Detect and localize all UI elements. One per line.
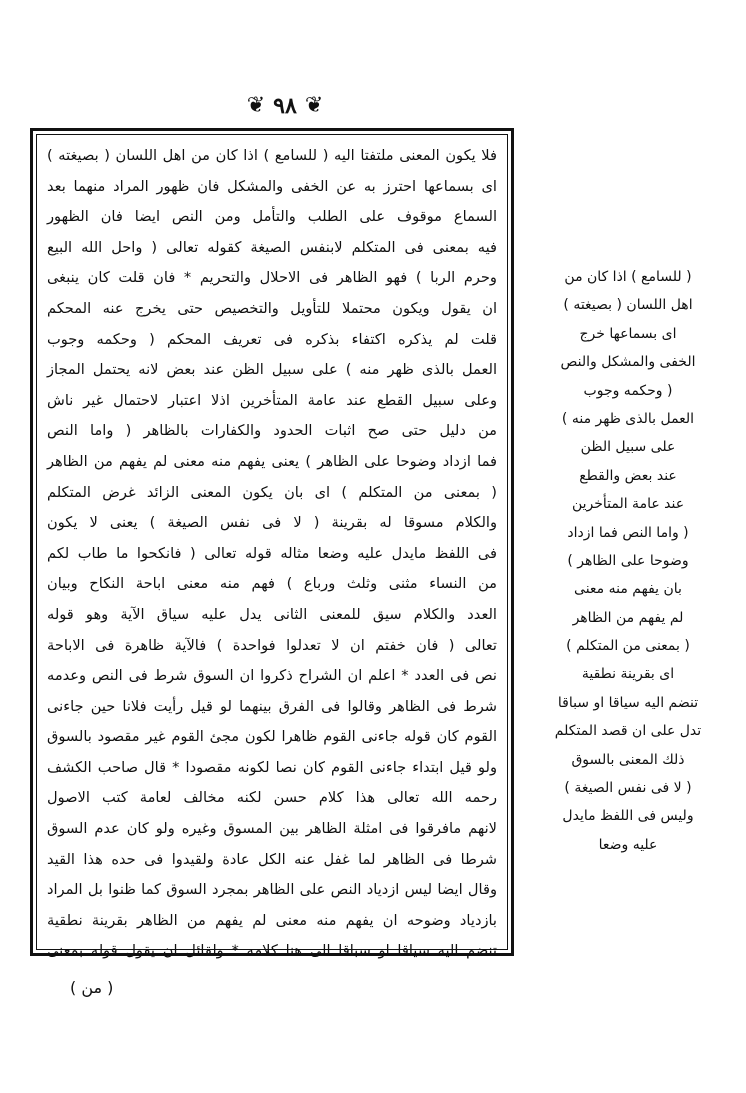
catchword: ( من ) bbox=[70, 978, 114, 997]
main-text-line: شرط فى الظاهر وقالوا فى الفرق بينهما لو قيل رأيت فلانا حين جاءنى bbox=[47, 697, 497, 715]
main-text-line: ولو قيل ابتداء جاءنى القوم كان نصا لكونه مقصودا * قال صاحب الكشف bbox=[47, 758, 497, 776]
main-text-line: والكلام مسوقا له بقرينة ( لا فى نفس الصيغة ) يعنى لا يكون bbox=[47, 514, 497, 532]
main-text-line: لانهم مافرقوا فى امثلة الظاهر بين المسوق وغيره ولو كان عدم السوق bbox=[47, 820, 497, 838]
margin-text-line: العمل بالذى ظهر منه ) bbox=[561, 410, 695, 427]
margin-text-line: لم يفهم من الظاهر bbox=[572, 609, 684, 626]
main-text-line: تنضم اليه سياقا او سباقا الى هنا كلامه * ولقائل ان يقول قوله بمعنى bbox=[47, 942, 497, 960]
main-text-line: شرطا فى الظاهر لما غفل عنه الكل عادة ولقيدوا فى حده هذا القيد bbox=[47, 850, 497, 868]
main-text-line: نص فى العدد * اعلم ان الشراح ذكروا ان السوق شرط فى النص وعدمه bbox=[47, 667, 497, 685]
main-text-line: فى اللفظ مايدل عليه وضعا مثاله قوله تعالى ( فانكحوا ما طاب لكم bbox=[47, 544, 497, 562]
main-text-line: فيه بمعنى فى المتكلم لابنفس الصيغة كقوله تعالى ( واحل الله البيع bbox=[47, 238, 497, 256]
page-number: ٩٨ bbox=[273, 93, 297, 119]
main-text-line: وعلى سبيل القطع عند عامة المتأخرين اذلا اعتبار لاحتمال غير ناش bbox=[47, 391, 497, 409]
page-header bbox=[220, 90, 350, 122]
main-text-line: وقال ايضا ليس ازدياد النص على الظاهر بمجرد السوق كما ظنوا بل المراد bbox=[47, 881, 497, 899]
main-text-line: السماع موقوف على الطلب والتأمل ومن النص ايضا فان الظهور bbox=[47, 208, 497, 226]
main-text-frame bbox=[30, 128, 514, 960]
margin-text-line: بان يفهم منه معنى bbox=[574, 581, 682, 598]
margin-text-line: تدل على ان قصد المتكلم bbox=[554, 723, 702, 740]
main-text-line: فما ازداد وضوحا على الظاهر ) يعنى يفهم منه معنى لم يفهم من الظاهر bbox=[47, 452, 497, 470]
main-text-line: فلا يكون المعنى ملتفتا اليه ( للسامع ) اذا كان من اهل اللسان ( بصيغته ) bbox=[47, 147, 497, 164]
margin-text-line: ( لا فى نفس الصيغة ) bbox=[564, 780, 692, 797]
ornament-right-icon: ❦ bbox=[304, 93, 324, 118]
margin-text-line: ذلك المعنى بالسوق bbox=[571, 751, 685, 768]
margin-text-line: ( للسامع ) اذا كان من bbox=[564, 269, 692, 285]
margin-text-line: عليه وضعا bbox=[598, 836, 658, 853]
main-text-line: وحرم الربا ) فهو الظاهر فى الاحلال والتحريم * فان قلت كان ينبغى bbox=[47, 269, 497, 287]
main-text-line: ( بمعنى من المتكلم ) اى بان يكون المعنى الزائد غرض المتكلم bbox=[47, 483, 497, 501]
margin-text-line: عند بعض والقطع bbox=[579, 467, 677, 484]
main-text-line: اى بسماعها احترز به عن الخفى والمشكل فان ظهور المراد منهما بعد bbox=[47, 177, 497, 195]
main-text-line: قلت لم يذكره اكتفاء بذكره فى تعريف المحكم ( وحكمه وجوب bbox=[47, 330, 497, 348]
margin-text-line: ( وحكمه وجوب bbox=[583, 382, 673, 399]
margin-text-line: عند عامة المتأخرين bbox=[571, 496, 685, 513]
margin-text-line: على سبيل الظن bbox=[580, 439, 676, 456]
margin-text-line: وضوحا على الظاهر ) bbox=[567, 552, 689, 569]
ornament-left-icon: ❦ bbox=[246, 93, 266, 118]
margin-text-line: ( بمعنى من المتكلم ) bbox=[566, 638, 690, 655]
margin-text-line: وليس فى اللفظ مايدل bbox=[562, 808, 694, 825]
main-text-line: من دليل حتى صح اثبات الحدود والكفارات بالظاهر ( واما النص bbox=[47, 422, 497, 440]
main-text-line: من النساء مثنى وثلث ورباع ) فهم منه معنى اباحة النكاح وبيان bbox=[47, 575, 497, 593]
margin-text-line: الخفى والمشكل والنص bbox=[560, 354, 696, 371]
main-text-line: ان يقول ويكون محتملا للتأويل والتخصيص حتى يخرج عنه المحكم bbox=[47, 299, 497, 317]
main-text-line: بازدياد وضوحه ان يفهم منه معنى لم يفهم من الظاهر بقرينة نطقية bbox=[47, 911, 497, 929]
margin-commentary bbox=[522, 263, 734, 859]
main-text-line: القوم كان قوله جاءنى القوم ظاهرا لكون مجئ القوم غير مقصود بالسوق bbox=[47, 728, 497, 746]
main-text-line: العمل بالذى ظهر منه ) على سبيل الظن عند بعض لانه يحتمل المجاز bbox=[47, 361, 497, 379]
main-text-block bbox=[36, 134, 508, 960]
main-text-line: تعالى ( فان خفتم ان لا تعدلوا فواحدة ) فالآية ظاهرة فى الاباحة bbox=[47, 636, 497, 654]
main-text-line: رحمه الله تعالى هذا كلام حسن لكنه مخالف لعامة كتب الاصول bbox=[47, 789, 497, 807]
margin-text-line: تنضم اليه سياقا او سباقا bbox=[557, 694, 699, 711]
margin-text-line: اهل اللسان ( بصيغته ) bbox=[563, 297, 693, 314]
main-text-line: العدد والكلام سيق للمعنى الثانى يدل عليه سياق الآية وهو قوله bbox=[47, 605, 497, 623]
margin-text-line: اى بسماعها خرج bbox=[579, 325, 677, 342]
margin-text-line: اى بقرينة نطقية bbox=[581, 666, 675, 683]
margin-text-line: ( واما النص فما ازداد bbox=[567, 524, 689, 541]
